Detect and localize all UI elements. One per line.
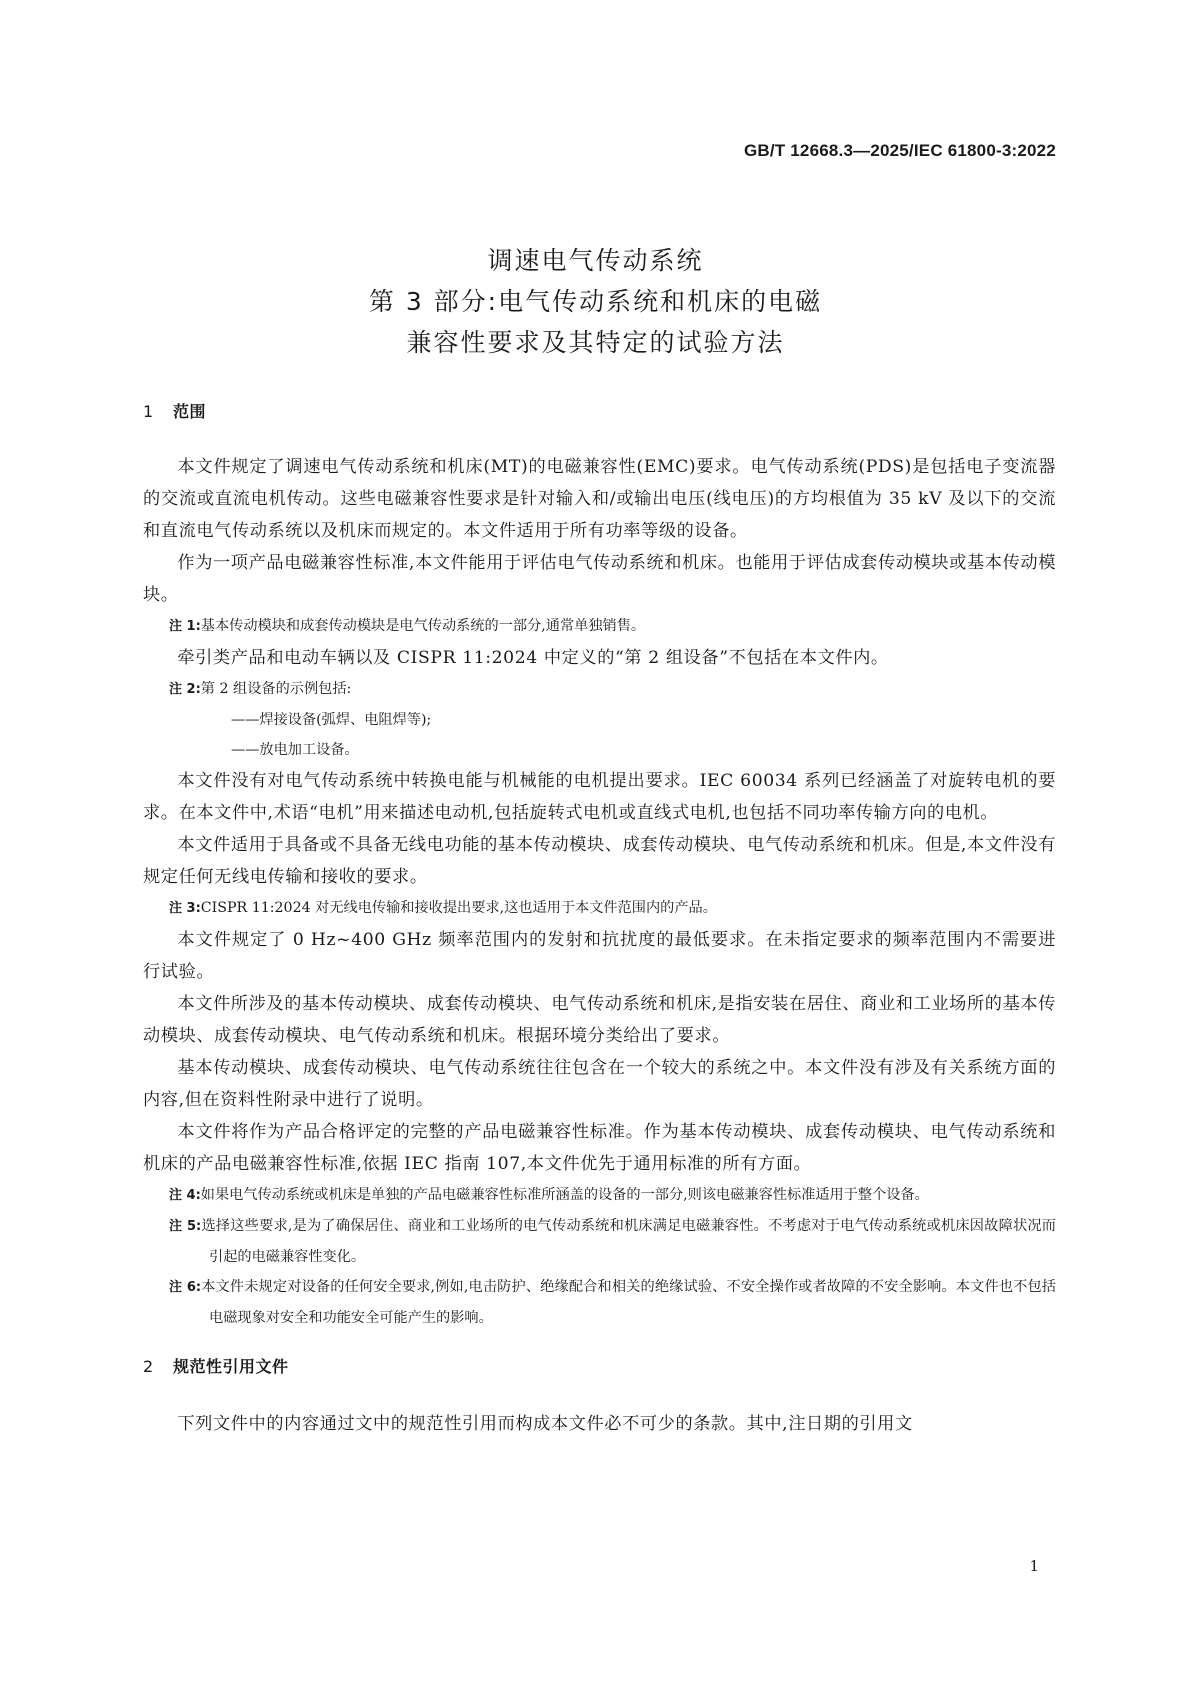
note-text: CISPR 11:2024 对无线电传输和接收提出要求,这也适用于本文件范围内的产品。	[200, 900, 717, 916]
section-1-number: 1	[143, 402, 154, 421]
note-text: 第 2 组设备的示例包括:	[200, 681, 352, 697]
note-label: 注 2:	[169, 682, 201, 697]
note-text: 选择这些要求,是为了确保居住、商业和工业场所的电气传动系统和机床满足电磁兼容性。不考虑对于电气传动系统或机床因故障状况而引起的电磁兼容性变化。	[201, 1218, 1056, 1265]
document-title	[0, 240, 1191, 363]
note-4	[143, 1180, 1056, 1211]
paragraph: 本文件规定了调速电气传动系统和机床(MT)的电磁兼容性(EMC)要求。电气传动系统(PDS)是包括电子变流器的交流或直流电机传动。这些电磁兼容性要求是针对输入和/或输出电压(线电压)的方均根值为 35 kV 及以下的交流和直流电气传动系统以及机床而规定的。本文件适用于所有功率等级的设备。	[143, 457, 1056, 541]
section-2-number: 2	[143, 1357, 154, 1376]
note-text: 本文件未规定对设备的任何安全要求,例如,电击防护、绝缘配合和相关的绝缘试验、不安全操作或者故障的不安全影响。本文件也不包括电磁现象对安全和功能安全可能产生的影响。	[201, 1279, 1056, 1326]
page-number: 1	[1029, 1557, 1039, 1575]
paragraph: 本文件没有对电气传动系统中转换电能与机械能的电机提出要求。IEC 60034 系列已经涵盖了对旋转电机的要求。在本文件中,术语“电机”用来描述电动机,包括旋转式电机或直线式电机,也包括不同功率传输方向的电机。	[143, 771, 1056, 823]
paragraph: 本文件规定了 0 Hz~400 GHz 频率范围内的发射和抗扰度的最低要求。在未指定要求的频率范围内不需要进行试验。	[143, 930, 1056, 982]
note-label: 注 5:	[169, 1219, 202, 1234]
title-line-2: 第 3 部分:电气传动系统和机床的电磁	[368, 287, 823, 316]
note-text: 如果电气传动系统或机床是单独的产品电磁兼容性标准所涵盖的设备的一部分,则该电磁兼容性标准适用于整个设备。	[200, 1187, 929, 1203]
standard-number: GB/T 12668.3—2025/IEC 61800-3:2022	[743, 141, 1056, 160]
title-line-1: 调速电气传动系统	[487, 246, 704, 275]
section-2-title: 规范性引用文件	[173, 1357, 289, 1376]
paragraph: 作为一项产品电磁兼容性标准,本文件能用于评估电气传动系统和机床。也能用于评估成套传动模块或基本传动模块。	[143, 553, 1056, 605]
note-label: 注 4:	[169, 1188, 201, 1203]
paragraph: 基本传动模块、成套传动模块、电气传动系统往往包含在一个较大的系统之中。本文件没有涉及有关系统方面的内容,但在资料性附录中进行了说明。	[143, 1058, 1056, 1110]
paragraph: 本文件所涉及的基本传动模块、成套传动模块、电气传动系统和机床,是指安装在居住、商业和工业场所的基本传动模块、成套传动模块、电气传动系统和机床。根据环境分类给出了要求。	[143, 994, 1056, 1046]
note-text: 基本传动模块和成套传动模块是电气传动系统的一部分,通常单独销售。	[200, 618, 646, 634]
note-2	[143, 674, 1056, 705]
paragraph: 本文件将作为产品合格评定的完整的产品电磁兼容性标准。作为基本传动模块、成套传动模块、电气传动系统和机床的产品电磁兼容性标准,依据 IEC 指南 107,本文件优先于通用标准的所有方面。	[143, 1122, 1056, 1174]
note-label: 注 1:	[169, 619, 201, 634]
note-1	[143, 611, 1056, 642]
section-2-body	[143, 1408, 1056, 1440]
section-2-heading	[143, 1354, 289, 1377]
section-1-heading	[143, 399, 206, 422]
section-1-title: 范围	[173, 402, 207, 421]
paragraph: 下列文件中的内容通过文中的规范性引用而构成本文件必不可少的条款。其中,注日期的引用文	[177, 1414, 913, 1434]
note-label: 注 3:	[169, 901, 201, 916]
paragraph: 牵引类产品和电动车辆以及 CISPR 11:2024 中定义的“第 2 组设备”不包括在本文件内。	[177, 648, 889, 668]
paragraph: 本文件适用于具备或不具备无线电功能的基本传动模块、成套传动模块、电气传动系统和机床。但是,本文件没有规定任何无线电传输和接收的要求。	[143, 835, 1056, 887]
note-6	[143, 1272, 1056, 1333]
note-3	[143, 893, 1056, 924]
note-5	[143, 1211, 1056, 1272]
note-label: 注 6:	[169, 1280, 202, 1295]
note-list-item: ——放电加工设备。	[231, 742, 359, 758]
note-list-item: ——焊接设备(弧焊、电阻焊等);	[231, 712, 432, 728]
section-1-body	[143, 451, 1056, 1333]
title-line-3: 兼容性要求及其特定的试验方法	[406, 328, 785, 357]
